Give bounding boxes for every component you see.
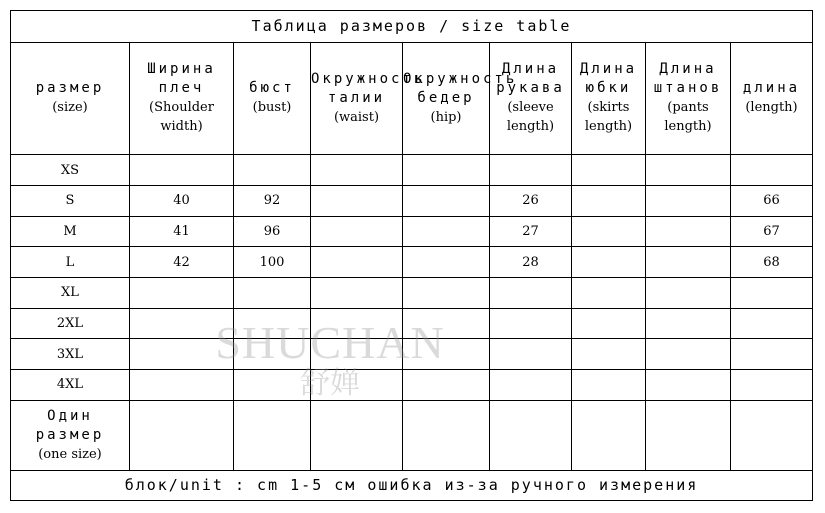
table-cell-sleeve [490, 370, 572, 401]
table-cell-skirts [572, 155, 646, 186]
table-row [11, 339, 813, 370]
watermark-cjk: 舒婵 [300, 366, 360, 401]
size-table [10, 10, 813, 501]
table-cell-shoulder [130, 339, 234, 370]
table-cell-pants [646, 339, 731, 370]
table-title-en: / size table [439, 16, 572, 35]
table-cell [646, 400, 731, 471]
table-cell-shoulder [130, 308, 234, 339]
table-cell-hip [403, 370, 490, 401]
table-cell-bust [234, 339, 311, 370]
header-bust: бюст (bust) [234, 42, 311, 155]
table-cell-waist [311, 247, 403, 278]
table-title [11, 11, 813, 43]
table-row [11, 155, 813, 186]
table-footer: блок/unit : cm 1-5 см ошибка из-за ручного измерения [11, 471, 813, 501]
size-label: XS [11, 155, 130, 186]
table-cell-bust [234, 308, 311, 339]
table-cell-shoulder: 42 [130, 247, 234, 278]
table-cell-waist [311, 370, 403, 401]
header-row [11, 42, 813, 155]
table-cell-skirts [572, 216, 646, 247]
table-cell-shoulder [130, 370, 234, 401]
table-title-ru: Таблица размеров [251, 16, 429, 35]
table-cell-pants [646, 185, 731, 216]
table-cell-length: 66 [731, 185, 813, 216]
table-cell-sleeve: 27 [490, 216, 572, 247]
table-cell [311, 400, 403, 471]
table-cell-shoulder [130, 155, 234, 186]
table-row [11, 308, 813, 339]
table-cell-skirts [572, 185, 646, 216]
table-row [11, 277, 813, 308]
table-cell-waist [311, 185, 403, 216]
header-skirts: Длина юбки (skirts length) [572, 42, 646, 155]
size-label: 2XL [11, 308, 130, 339]
header-waist: Окружность талии (waist) [311, 42, 403, 155]
table-cell-shoulder: 41 [130, 216, 234, 247]
one-size-row [11, 400, 813, 471]
table-cell-hip [403, 155, 490, 186]
table-cell-skirts [572, 339, 646, 370]
table-cell-waist [311, 216, 403, 247]
table-cell [572, 400, 646, 471]
header-pants: Длина штанов (pants length) [646, 42, 731, 155]
table-cell-bust: 100 [234, 247, 311, 278]
table-cell-sleeve [490, 155, 572, 186]
table-cell-skirts [572, 277, 646, 308]
table-cell [403, 400, 490, 471]
size-label: XL [11, 277, 130, 308]
table-row [11, 185, 813, 216]
table-cell-pants [646, 247, 731, 278]
table-cell-shoulder [130, 277, 234, 308]
header-shoulder: Ширина плеч (Shoulder width) [130, 42, 234, 155]
table-cell-sleeve [490, 339, 572, 370]
size-table-frame [10, 10, 812, 501]
table-cell-bust [234, 277, 311, 308]
table-cell-length [731, 277, 813, 308]
table-cell-hip [403, 277, 490, 308]
table-cell-hip [403, 216, 490, 247]
table-cell-length: 68 [731, 247, 813, 278]
table-cell-length [731, 370, 813, 401]
table-cell-hip [403, 339, 490, 370]
size-label: L [11, 247, 130, 278]
table-cell-bust [234, 155, 311, 186]
table-cell [731, 400, 813, 471]
table-row [11, 370, 813, 401]
size-label: 4XL [11, 370, 130, 401]
table-cell-sleeve: 28 [490, 247, 572, 278]
header-hip: Окружность бедер (hip) [403, 42, 490, 155]
table-cell-bust: 92 [234, 185, 311, 216]
table-cell-sleeve [490, 277, 572, 308]
one-size-label: Один размер (one size) [11, 400, 130, 471]
table-cell-skirts [572, 308, 646, 339]
table-cell-pants [646, 155, 731, 186]
table-cell-pants [646, 216, 731, 247]
table-cell-waist [311, 308, 403, 339]
table-cell-waist [311, 277, 403, 308]
size-label: 3XL [11, 339, 130, 370]
table-cell-waist [311, 155, 403, 186]
table-cell-length [731, 308, 813, 339]
table-cell-pants [646, 370, 731, 401]
table-cell-pants [646, 277, 731, 308]
header-length: длина (length) [731, 42, 813, 155]
table-cell-sleeve [490, 308, 572, 339]
table-cell-length: 67 [731, 216, 813, 247]
table-cell-bust [234, 370, 311, 401]
table-cell-skirts [572, 370, 646, 401]
table-cell [130, 400, 234, 471]
table-cell-hip [403, 185, 490, 216]
table-cell-sleeve: 26 [490, 185, 572, 216]
table-cell-shoulder: 40 [130, 185, 234, 216]
table-cell [234, 400, 311, 471]
header-size: размер (size) [11, 42, 130, 155]
table-cell-length [731, 155, 813, 186]
table-cell-pants [646, 308, 731, 339]
table-cell-bust: 96 [234, 216, 311, 247]
data-rows [11, 155, 813, 401]
watermark-latin: SHUCHAN [215, 317, 445, 368]
table-cell-length [731, 339, 813, 370]
size-label: M [11, 216, 130, 247]
table-row [11, 216, 813, 247]
header-sleeve: Длина рукава (sleeve length) [490, 42, 572, 155]
table-cell-skirts [572, 247, 646, 278]
table-cell-hip [403, 247, 490, 278]
table-cell-waist [311, 339, 403, 370]
table-row [11, 247, 813, 278]
table-cell [490, 400, 572, 471]
size-label: S [11, 185, 130, 216]
table-cell-hip [403, 308, 490, 339]
